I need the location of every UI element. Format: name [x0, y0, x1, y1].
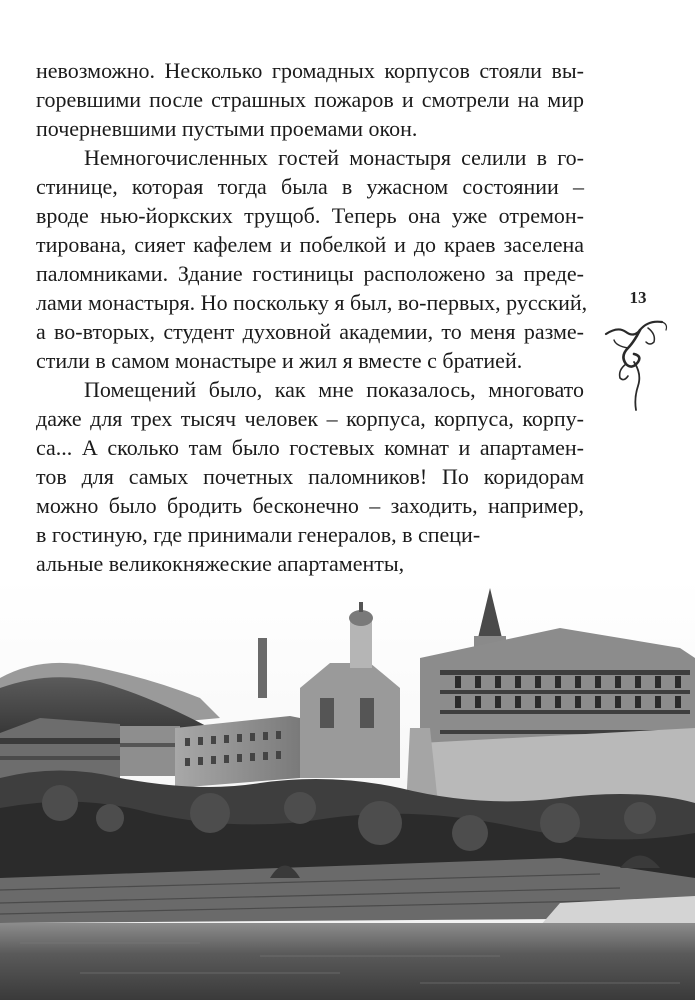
- text-line-8: паломниками. Здание гостиницы расположено за преде-: [36, 261, 584, 286]
- text-line-3: почерневшими пустыми проемами окон.: [36, 116, 418, 141]
- text-line-2: горевшими после страшных пожаров и смотрели на мир: [36, 87, 584, 112]
- text-line-5: стинице, которая тогда была в ужасном состоянии –: [36, 174, 584, 199]
- text-line-1: невозможно. Несколько громадных корпусов стояли вы-: [36, 58, 584, 83]
- text-line-7: тирована, сияет кафелем и побелкой и до краев заселена: [36, 232, 584, 257]
- body-text: [36, 56, 588, 607]
- text-line-12: Помещений было, как мне показалось, многовато: [84, 377, 584, 402]
- text-line-17: в гостиную, где принимали генералов, в специ-: [36, 522, 481, 547]
- text-line-18: альные великокняжеские апартаменты,: [36, 551, 405, 576]
- text-line-16: можно было бродить бесконечно – заходить, например,: [36, 493, 584, 518]
- text-line-9: лами монастыря. Но поскольку я был, во-первых, русский,: [36, 290, 588, 315]
- vine-flourish-icon: [604, 312, 670, 412]
- page-number: 13: [629, 288, 647, 307]
- text-line-15: тов для самых почетных паломников! По коридорам: [36, 464, 584, 489]
- text-line-4: Немногочисленных гостей монастыря селили в го-: [84, 145, 584, 170]
- monastery-photo: [0, 578, 695, 1000]
- text-line-6: вроде нью-йоркских трущоб. Теперь она уже отремон-: [36, 203, 584, 228]
- text-line-11: стили в самом монастыре и жил я вместе с братией.: [36, 348, 523, 373]
- text-line-14: са... А сколько там было гостевых комнат и апартамен-: [36, 435, 584, 460]
- text-line-10: а во-вторых, студент духовной академии, то меня разме-: [36, 319, 584, 344]
- text-line-13: даже для трех тысяч человек – корпуса, корпуса, корпу-: [36, 406, 584, 431]
